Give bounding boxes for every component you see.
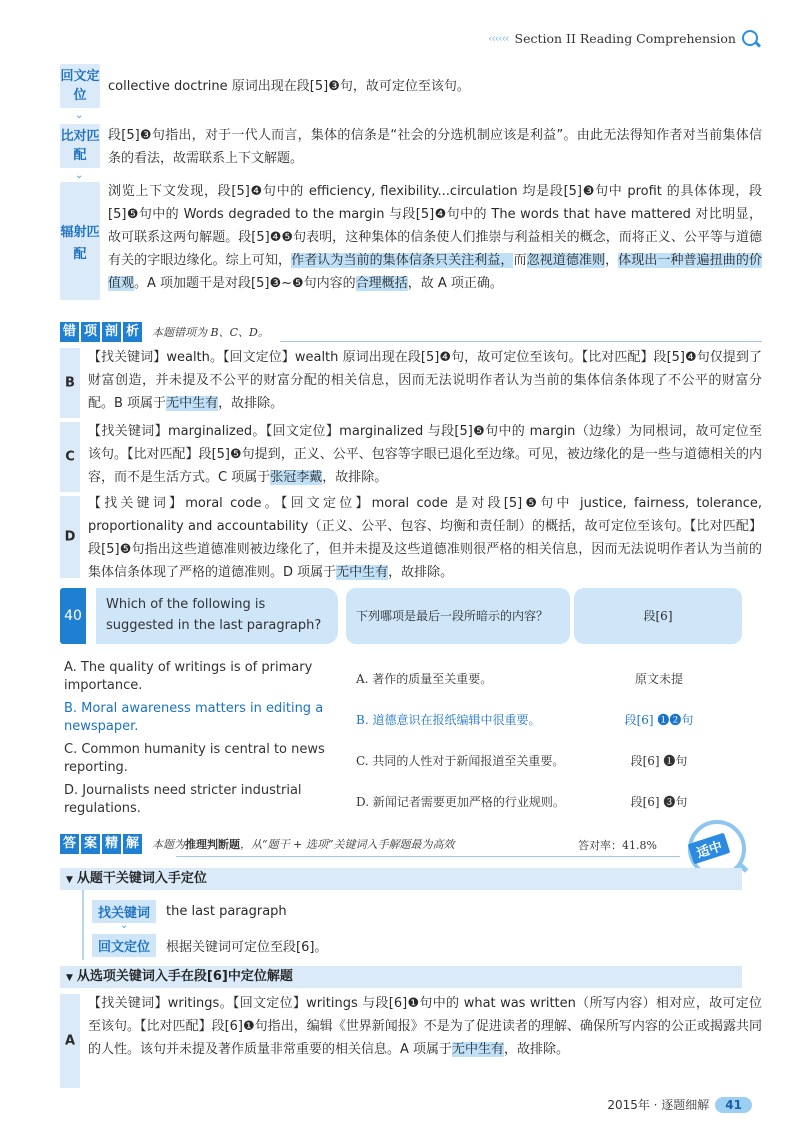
connector-line [82,890,84,960]
step-tag-locate: 回文定位 [60,64,100,108]
locate-text: 根据关键词可定位至段[6]。 [166,940,328,955]
answer-option-a-translation: A. 著作的质量至关重要。 [356,672,493,686]
highlight-text: 体现出一种普遍扭曲的价值观 [108,253,762,291]
answer-option-d-translation: D. 新闻记者需要更加严格的行业规则。 [356,795,565,809]
answer-option-b: B. Moral awareness matters in editing a newspaper. [64,701,324,734]
option-keyword-head: ▼ 从选项关键词入手在段[6]中定位解题 [60,966,742,988]
difficulty-label: 适中 [688,833,731,865]
highlight-text: 无中生有 [452,1042,505,1057]
answer-analysis-header: 答 案 精 解 本题为推理判断题，从“题干 + 选项”关键词入手解题最为高效 [60,834,454,854]
option-letter-b: B [60,348,80,418]
triangle-down-icon: ▼ [66,875,73,885]
answer-option-b-translation: B. 道德意识在报纸编辑中很重要。 [356,713,541,727]
highlight-text: 无中生有 [166,396,219,411]
locate-tag: 回文定位 [92,934,156,957]
accuracy-rate: 答对率：41.8% [578,839,657,852]
divider [176,856,680,857]
highlight-text: 张冠李戴 [270,470,323,485]
wrong-option-b-text: 【找关键词】wealth。【回文定位】wealth 原词出现在段[5]❹句，故可定位至该句。【比对匹配】段[5]❹句仅提到了财富创造，并未提及不公平的财富分配的相关信息，因而无法说明作者认为当前的集体信条体现了不公平的财富分配。B 项属于无中生有，故排除。 [88,350,762,411]
question-number: 40 [60,588,86,644]
highlight-text: 合理概括 [355,276,408,291]
answer-option-c: C. Common humanity is central to news reporting. [64,742,325,775]
locate-row [92,934,327,957]
step-radiate-text: 浏览上下文发现，段[5]❹句中的 efficiency, flexibility...circulation 均是段[5]❸句中 profit 的具体体现，段[5]❺句中的 Words degraded to the margin 与段[5]❹句中的 The words that have mattered 对比明显，故可联系这两句解题。段[5]❹❺句表明，这种集体的信条使人们推崇与利益相关的概念，而将正义、公平等与道德有关的字眼边缘化。综上可知，作者认为当前的集体信条只关注利益，而忽视道德准则，体现出一种普遍扭曲的价值观。A 项加题干是对段[5]❸~❺句内容的合理概括，故 A 项正确。 [108,184,762,291]
stem-keyword-head: ▼ 从题干关键词入手定位 [60,868,742,890]
chevron-down-icon: ⌄ [75,170,84,181]
step-tag-compare: 比对匹配 [60,124,100,168]
keyword-tag: 找关键词 [92,900,156,923]
section-title: Section II Reading Comprehension [514,30,736,46]
option-letter-d: D [60,496,80,578]
question-translation: 下列哪项是最后一段所暗示的内容？ [346,588,570,644]
answer-option-a-source: 原文未提 [634,672,683,686]
page-footer [607,1096,752,1113]
running-header [488,30,758,46]
question-text: Which of the following is suggested in the last paragraph? [96,588,338,644]
answer-option-c-source: 段[6] ❶句 [630,754,688,768]
triangle-down-icon: ▼ [66,973,73,983]
answer-option-a: A. The quality of writings is of primary importance. [64,660,313,693]
highlight-text: 忽视道德准则 [526,253,606,268]
chevron-down-icon: ⌄ [120,920,129,931]
keyword-text: the last paragraph [166,904,287,919]
step-compare-text: 段[5]❸句指出，对于一代人而言，集体的信条是“社会的分选机制应该是利益”。由此无法得知作者对当前集体信条的看法，故需联系上下文解题。 [108,128,762,166]
answer-option-c-translation: C. 共同的人性对于新闻报道至关重要。 [356,754,565,768]
option-a-analysis-text: 【找关键词】writings。【回文定位】writings 与段[6]❶句中的 what was written（所写内容）相对应，故可定位至该句。【比对匹配】段[6]❶句指出，编辑《世界新闻报》不是为了促进读者的理解、确保所写内容的公正或揭露共同的人性。该句并未提及著作质量非常重要的相关信息。A 项属于无中生有，故排除。 [88,996,762,1057]
arrows-decoration-icon: ‹‹‹‹‹‹ [488,31,509,45]
chevron-down-icon: ⌄ [75,110,84,121]
option-letter-c: C [60,422,80,492]
question-source: 段[6] [574,588,742,644]
answer-option-b-source: 段[6] ❶❷句 [624,713,694,727]
answer-option-d: D. Journalists need stricter industrial regulations. [64,783,302,816]
highlight-text: 作者认为当前的集体信条只关注利益， [291,253,514,268]
option-letter-a: A [60,994,80,1088]
search-magnifier-icon [742,30,758,46]
step-tag-radiate: 辐射匹配 [60,182,100,300]
footer-label: 2015年 · 逐题细解 [607,1098,710,1112]
wrong-analysis-header: 错 项 剖 析 本题错项为 B、C、D。 [60,322,269,342]
wrong-option-d-text: 【找关键词】moral code。【回文定位】moral code 是对段[5]❺句中 justice, fairness, tolerance, proportionality and accountability（正义、公平、包容、均衡和责任制）的概括，故可定位至该句。【比对匹配】段[5]❺句指出这些道德准则被边缘化了，但并未提及这些道德准则很严格的相关信息，因而无法说明作者认为当前的集体信条体现了严格的道德准则。D 项属于无中生有，故排除。 [88,496,762,580]
wrong-option-c-text: 【找关键词】marginalized。【回文定位】marginalized 与段[5]❺句中的 margin（边缘）为同根词，故可定位至该句。【比对匹配】段[5]❺句提到，正义、公平、包容等字眼已退化至边缘。可见，被边缘化的是一些与道德相关的内容，而不是生活方式。C 项属于张冠李戴，故排除。 [88,424,762,485]
step-locate-text: collective doctrine 原词出现在段[5]❸句，故可定位至该句。 [108,79,470,94]
page-number: 41 [715,1097,752,1113]
answer-option-d-source: 段[6] ❸句 [630,795,688,809]
highlight-text: 无中生有 [336,565,389,580]
divider [280,341,762,342]
